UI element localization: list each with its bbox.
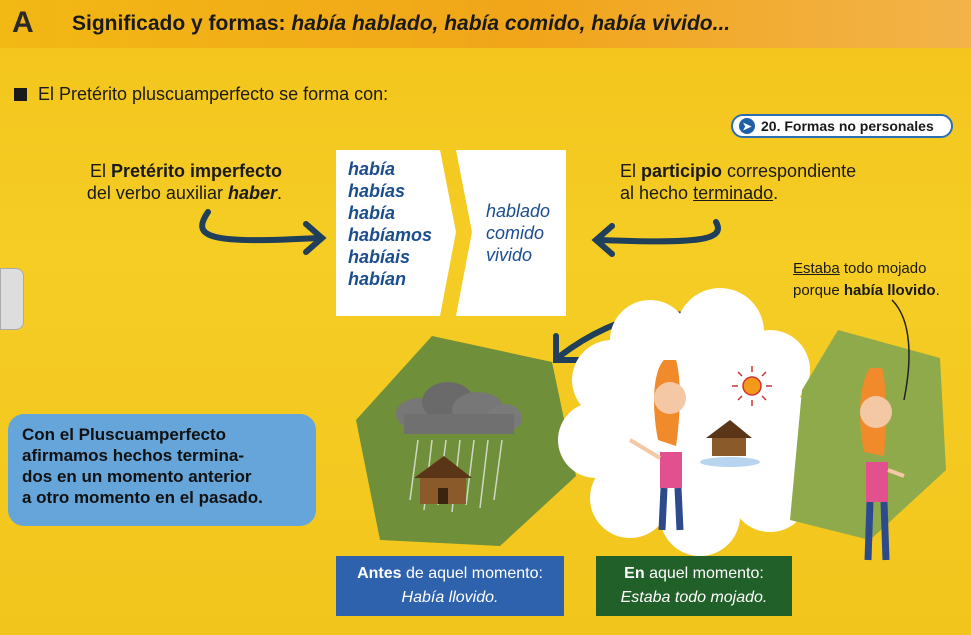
arrow-right-circle-icon: ➤: [739, 118, 755, 134]
participle: vivido: [486, 245, 533, 265]
thought-text: Estaba todo mojado porque había llovido.: [793, 260, 940, 299]
rain-hexagon: [356, 336, 576, 546]
auxiliary-explanation: El Pretérito imperfecto del verbo auxiliar haber.: [86, 161, 282, 203]
auxiliary-form: habíais: [348, 247, 411, 267]
reference-label: 20. Formas no personales: [761, 118, 934, 134]
auxiliary-form: habían: [348, 269, 407, 289]
participle-explanation: El participio correspondiente al hecho terminado.: [620, 161, 857, 203]
right-arrow-icon: [600, 222, 718, 241]
sun-icon: [732, 366, 772, 406]
auxiliary-form: habíamos: [348, 225, 433, 245]
caption-before: Antes de aquel momento: Había llovido.: [336, 556, 564, 616]
participle: comido: [486, 223, 545, 243]
caption-at-that-moment: En aquel momento: Estaba todo mojado.: [596, 556, 792, 616]
auxiliary-form: había: [348, 203, 396, 223]
intro-text: El Pretérito pluscuamperfecto se forma con:: [38, 84, 389, 104]
auxiliary-forms-list: [348, 158, 432, 290]
participle: hablado: [486, 201, 551, 221]
auxiliary-form: habías: [348, 181, 406, 201]
left-arrow-icon: [202, 212, 318, 240]
auxiliary-form: había: [348, 159, 396, 179]
section-letter: A: [12, 6, 34, 39]
section-title: Significado y formas: había hablado, había comido, había vivido...: [72, 12, 731, 35]
rule-note-box: Con el Pluscuamperfecto afirmamos hechos termina- dos en un momento anterior a otro momento en el pasado.: [8, 414, 316, 526]
participles-list: [486, 200, 550, 266]
